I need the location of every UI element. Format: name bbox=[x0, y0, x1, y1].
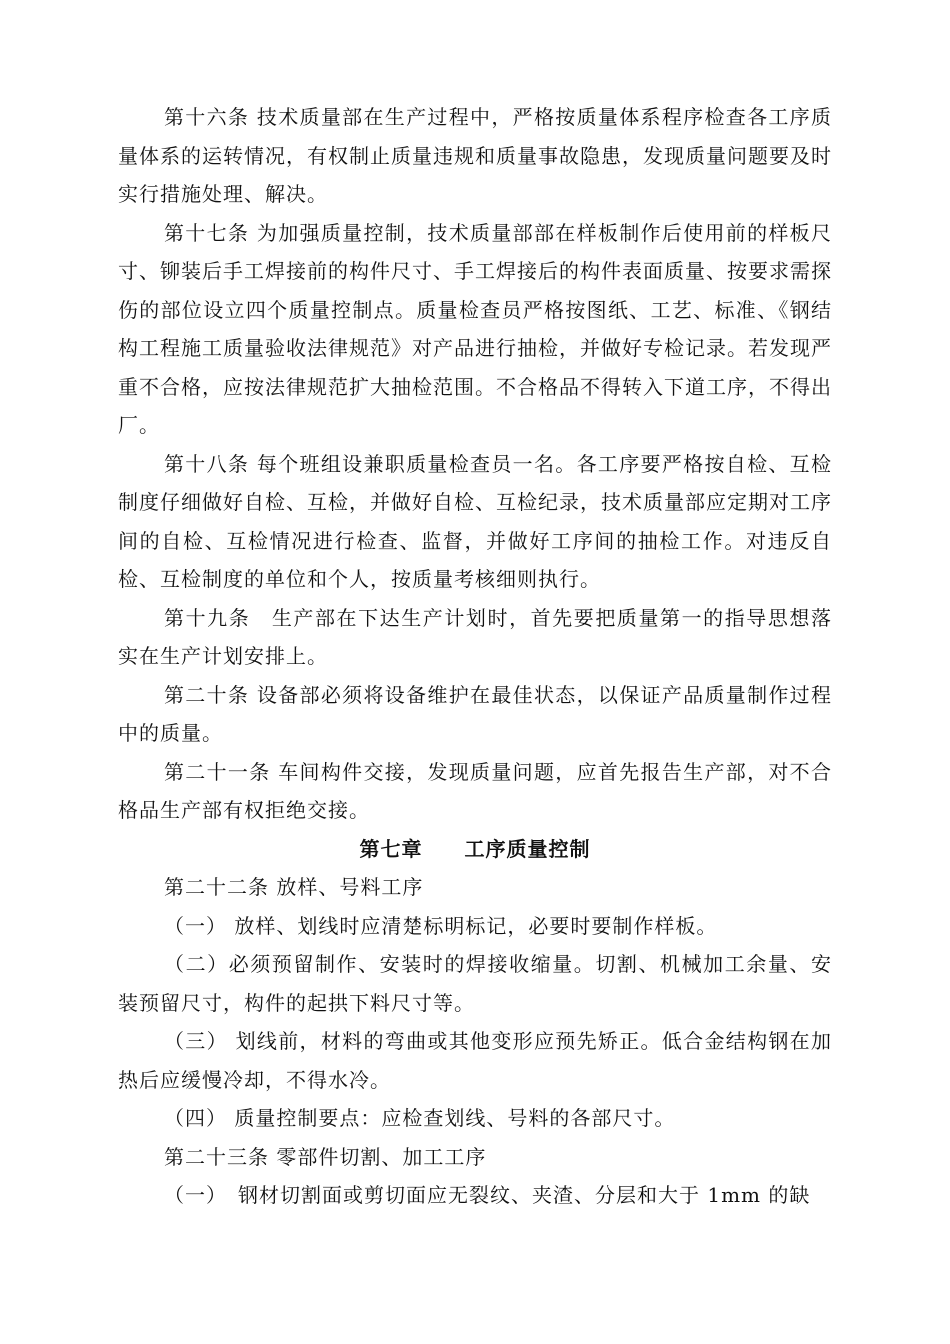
article-22-item-3: （三） 划线前，材料的弯曲或其他变形应预先矫正。低合金结构钢在加热后应缓慢冷却，不得水冷。 bbox=[118, 1029, 832, 1092]
article-22-item-2: （二）必须预留制作、安装时的焊接收缩量。切割、机械加工余量、安装预留尺寸，构件的起拱下料尺寸等。 bbox=[118, 952, 832, 1015]
document-body bbox=[118, 98, 832, 1215]
article-22-item-1: （一） 放样、划线时应清楚标明标记，必要时要制作样板。 bbox=[164, 913, 718, 938]
chapter-heading: 第七章 工序质量控制 bbox=[359, 836, 591, 861]
article-22-heading: 第二十二条 放样、号料工序 bbox=[164, 875, 424, 899]
article-20: 第二十条 设备部必须将设备维护在最佳状态，以保证产品质量制作过程中的质量。 bbox=[118, 682, 832, 745]
article-23-heading: 第二十三条 零部件切割、加工工序 bbox=[164, 1144, 487, 1169]
article-19: 第十九条 生产部在下达生产计划时，首先要把质量第一的指导思想落实在生产计划安排上。 bbox=[118, 605, 832, 668]
article-22-item-4: （四） 质量控制要点：应检查划线、号料的各部尺寸。 bbox=[164, 1106, 676, 1130]
article-16: 第十六条 技术质量部在生产过程中，严格按质量体系程序检查各工序质量体系的运转情况，有权制止质量违规和质量事故隐患，发现质量问题要及时实行措施处理、解决。 bbox=[118, 105, 832, 206]
article-23-item-1: （一） 钢材切割面或剪切面应无裂纹、夹渣、分层和大于 1mm 的缺 bbox=[164, 1183, 811, 1207]
article-17: 第十七条 为加强质量控制，技术质量部部在样板制作后使用前的样板尺寸、铆装后手工焊接前的构件尺寸、手工焊接后的构件表面质量、按要求需探伤的部位设立四个质量控制点。质量检查员严格按图纸、工艺、标准、《钢结构工程施工质量验收法律规范》对产品进行抽检，并做好专检记录。若发现严重不合格，应按法律规范扩大抽检范围。不合格品不得转入下道工序，不得出厂。 bbox=[118, 220, 832, 437]
article-21: 第二十一条 车间构件交接，发现质量问题，应首先报告生产部，对不合格品生产部有权拒绝交接。 bbox=[118, 759, 832, 822]
article-18: 第十八条 每个班组设兼职质量检查员一名。各工序要严格按自检、互检制度仔细做好自检、互检，并做好自检、互检纪录，技术质量部应定期对工序间的自检、互检情况进行检查、监督，并做好工序间的抽检工作。对违反自检、互检制度的单位和个人，按质量考核细则执行。 bbox=[118, 451, 832, 591]
